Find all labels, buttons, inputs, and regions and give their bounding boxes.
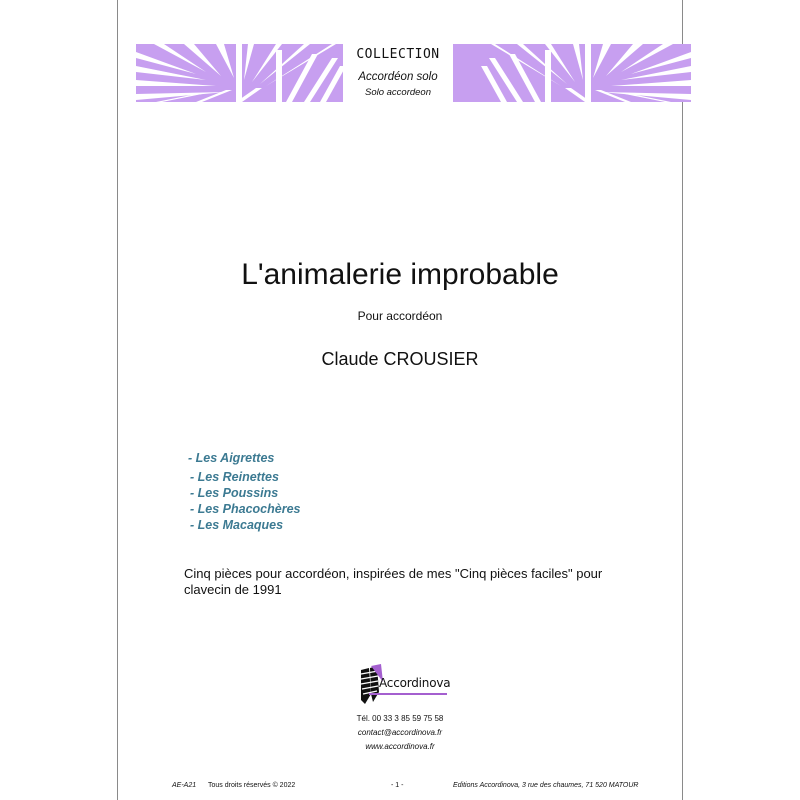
series-french: Accordéon solo [358, 71, 438, 83]
publisher-address: Editions Accordinova, 3 rue des chaumes, 71 520 MATOUR [453, 782, 639, 789]
work-subtitle: Pour accordéon [357, 309, 443, 323]
logo-underline [369, 693, 447, 695]
publisher-website[interactable]: www.accordinova.fr [365, 742, 435, 751]
list-item: - Les Reinettes [190, 470, 279, 484]
collection-label-box [343, 42, 453, 106]
composer-name: Claude CROUSIER [321, 349, 479, 369]
list-item: - Les Phacochères [190, 502, 301, 516]
publisher-email[interactable]: contact@accordinova.fr [357, 728, 443, 737]
list-item: - Les Aigrettes [188, 451, 275, 465]
pieces-list [188, 450, 300, 533]
description: Cinq pièces pour accordéon, inspirées de mes "Cinq pièces faciles" pour clavecin de 1991 [184, 566, 603, 597]
list-item: - Les Macaques [190, 518, 284, 532]
work-title: L'animalerie improbable [241, 258, 559, 291]
copyright-notice: Tous droits réservés © 2022 [208, 782, 296, 789]
list-item: - Les Poussins [190, 486, 279, 500]
collection-heading: COLLECTION [356, 47, 440, 62]
catalog-reference: AE-A21 [172, 782, 197, 789]
page-number: - 1 - [391, 782, 404, 789]
publisher-logo-text: Accordinova [379, 676, 451, 690]
publisher-phone: Tél. 00 33 3 85 59 75 58 [356, 714, 444, 723]
series-english: Solo accordeon [364, 87, 432, 98]
